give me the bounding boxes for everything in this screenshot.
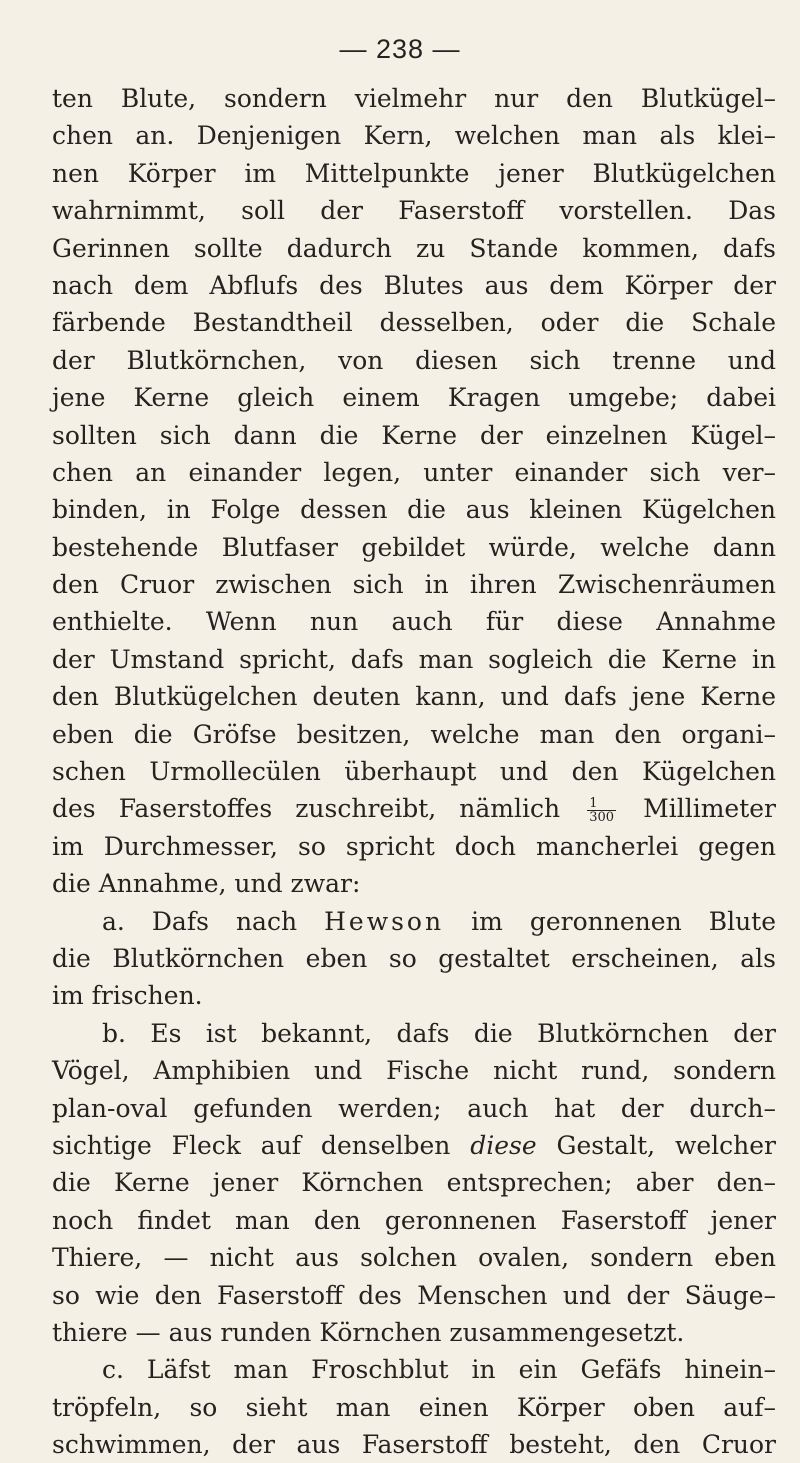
text-line: sollten sich dann die Kerne der einzelnen Kügel– — [52, 420, 776, 450]
text-line: binden, in Folge dessen die aus kleinen Kügelchen — [52, 495, 776, 525]
text-line: plan-oval gefunden werden; auch hat der durch– — [52, 1093, 776, 1123]
text-line: die Annahme, und zwar: — [52, 869, 361, 899]
text-line: enthielte. Wenn nun auch für diese Annahme — [52, 607, 776, 637]
text-line: thiere — aus runden Körnchen zusammengesetzt. — [52, 1317, 685, 1347]
text-line: im frischen. — [52, 981, 203, 1011]
text-line: noch findet man den geronnenen Faserstoff jener — [52, 1205, 776, 1235]
text-line: Gerinnen sollte dadurch zu Stande kommen, dafs — [52, 233, 776, 263]
text-line: den Cruor zwischen sich in ihren Zwischenräumen — [52, 570, 776, 600]
text-segment: a. Dafs nach — [102, 906, 298, 936]
text-segment: Millimeter — [643, 794, 776, 824]
text-line: die Blutkörnchen eben so gestaltet erscheinen, als — [52, 943, 776, 973]
text-line: tröpfeln, so sieht man einen Körper oben auf– — [52, 1392, 776, 1422]
text-line: ten Blute, sondern vielmehr nur den Blutkügel– — [52, 84, 776, 113]
text-segment: des Faserstoffes zuschreibt, nämlich — [52, 794, 561, 824]
text-line: der Umstand spricht, dafs man sogleich die Kerne in — [52, 644, 776, 674]
text-line: chen an einander legen, unter einander sich ver– — [52, 457, 776, 487]
fraction-denominator: 300 — [589, 810, 615, 826]
body-text — [52, 80, 776, 1463]
fraction-numerator: 1 — [587, 797, 616, 811]
text-line: wahrnimmt, soll der Faserstoff vorstellen. Das — [52, 196, 776, 226]
text-line: Vögel, Amphibien und Fische nicht rund, sondern — [52, 1056, 776, 1086]
text-line: den Blutkügelchen deuten kann, und dafs jene Kerne — [52, 682, 776, 712]
fraction — [587, 797, 616, 824]
text-line-with-name — [52, 903, 776, 940]
text-line: bestehende Blutfaser gebildet würde, welche dann — [52, 532, 776, 562]
text-line: die Kerne jener Körnchen entsprechen; aber den– — [52, 1168, 776, 1198]
text-segment: Gestalt, welcher — [556, 1130, 776, 1160]
text-line: nach dem Abflufs des Blutes aus dem Körper der — [52, 270, 776, 300]
spaced-name: Hewson — [324, 906, 445, 936]
text-line: schwimmen, der aus Faserstoff besteht, den Cruor — [52, 1430, 776, 1460]
text-line: c. Läfst man Froschblut in ein Gefäfs hinein– — [102, 1355, 776, 1385]
text-line: Thiere, — nicht aus solchen ovalen, sondern eben — [52, 1243, 776, 1273]
text-line: färbende Bestandtheil desselben, oder die Schale — [52, 308, 776, 338]
text-segment: im geronnenen Blute — [471, 906, 777, 936]
text-line: so wie den Faserstoff des Menschen und der Säuge– — [52, 1280, 776, 1310]
text-line: jene Kerne gleich einem Kragen umgebe; dabei — [52, 383, 776, 413]
text-line: b. Es ist bekannt, dafs die Blutkörnchen der — [102, 1018, 776, 1048]
text-segment: sichtige Fleck auf denselben — [52, 1130, 451, 1160]
text-line-with-fraction — [52, 790, 776, 827]
italic-text: diese — [470, 1130, 537, 1160]
text-line: der Blutkörnchen, von diesen sich trenne und — [52, 345, 776, 375]
text-line: chen an. Denjenigen Kern, welchen man als klei– — [52, 121, 776, 151]
text-line: schen Urmollecülen überhaupt und den Kügelchen — [52, 757, 776, 787]
text-line: nen Körper im Mittelpunkte jener Blutkügelchen — [52, 158, 776, 188]
page-number: — 238 — — [339, 34, 461, 64]
text-line-with-italic — [52, 1127, 776, 1164]
text-line: im Durchmesser, so spricht doch mancherlei gegen — [52, 831, 776, 861]
text-line: eben die Gröfse besitzen, welche man den organi– — [52, 719, 776, 749]
